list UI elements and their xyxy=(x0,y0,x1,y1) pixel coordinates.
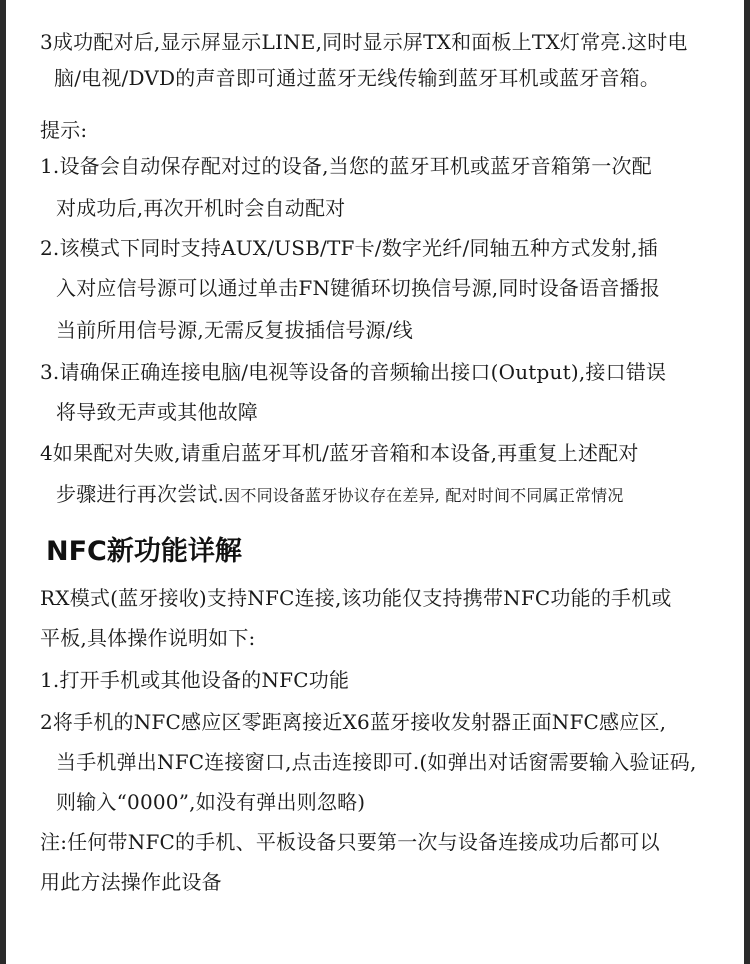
tip-3-line-2: 将导致无声或其他故障 xyxy=(56,400,258,424)
tips-title: 提示: xyxy=(40,118,88,142)
tip-4-line-2 xyxy=(56,482,744,508)
tip-2-line-2: 入对应信号源可以通过单击FN键循环切换信号源,同时设备语音播报 xyxy=(56,276,660,300)
nfc-step-2-line-1: 2将手机的NFC感应区零距离接近X6蓝牙接收发射器正面NFC感应区, xyxy=(40,710,667,734)
tip-4-line-1: 4如果配对失败,请重启蓝牙耳机/蓝牙音箱和本设备,再重复上述配对 xyxy=(40,441,639,465)
nfc-note-line-1: 注:任何带NFC的手机、平板设备只要第一次与设备连接成功后都可以 xyxy=(40,830,660,854)
nfc-step-2-line-3: 则输入“0000”,如没有弹出则忽略) xyxy=(56,790,366,814)
tip-2-line-3: 当前所用信号源,无需反复拔插信号源/线 xyxy=(56,318,413,342)
tip-1-line-1: 1.设备会自动保存配对过的设备,当您的蓝牙耳机或蓝牙音箱第一次配 xyxy=(40,154,652,178)
nfc-step-2-line-2: 当手机弹出NFC连接窗口,点击连接即可.(如弹出对话窗需要输入验证码, xyxy=(56,750,697,774)
nfc-intro-line-2: 平板,具体操作说明如下: xyxy=(40,626,256,650)
tip-3-line-1: 3.请确保正确连接电脑/电视等设备的音频输出接口(Output),接口错误 xyxy=(40,360,667,384)
nfc-heading: NFC新功能详解 xyxy=(46,536,242,567)
intro-line-2: 脑/电视/DVD的声音即可通过蓝牙无线传输到蓝牙耳机或蓝牙音箱。 xyxy=(54,66,661,90)
nfc-intro-line-1: RX模式(蓝牙接收)支持NFC连接,该功能仅支持携带NFC功能的手机或 xyxy=(40,586,672,610)
nfc-note-line-2: 用此方法操作此设备 xyxy=(40,870,222,894)
tip-1-line-2: 对成功后,再次开机时会自动配对 xyxy=(56,196,346,220)
nfc-step-1: 1.打开手机或其他设备的NFC功能 xyxy=(40,668,350,692)
tip-2-line-1: 2.该模式下同时支持AUX/USB/TF卡/数字光纤/同轴五种方式发射,插 xyxy=(40,236,658,260)
intro-line-1: 3成功配对后,显示屏显示LINE,同时显示屏TX和面板上TX灯常亮.这时电 xyxy=(40,30,688,54)
tip-4-line-2-main: 步骤进行再次尝试. xyxy=(56,482,225,506)
tip-4-line-2-small: 因不同设备蓝牙协议存在差异, 配对时间不同属正常情况 xyxy=(224,486,624,505)
